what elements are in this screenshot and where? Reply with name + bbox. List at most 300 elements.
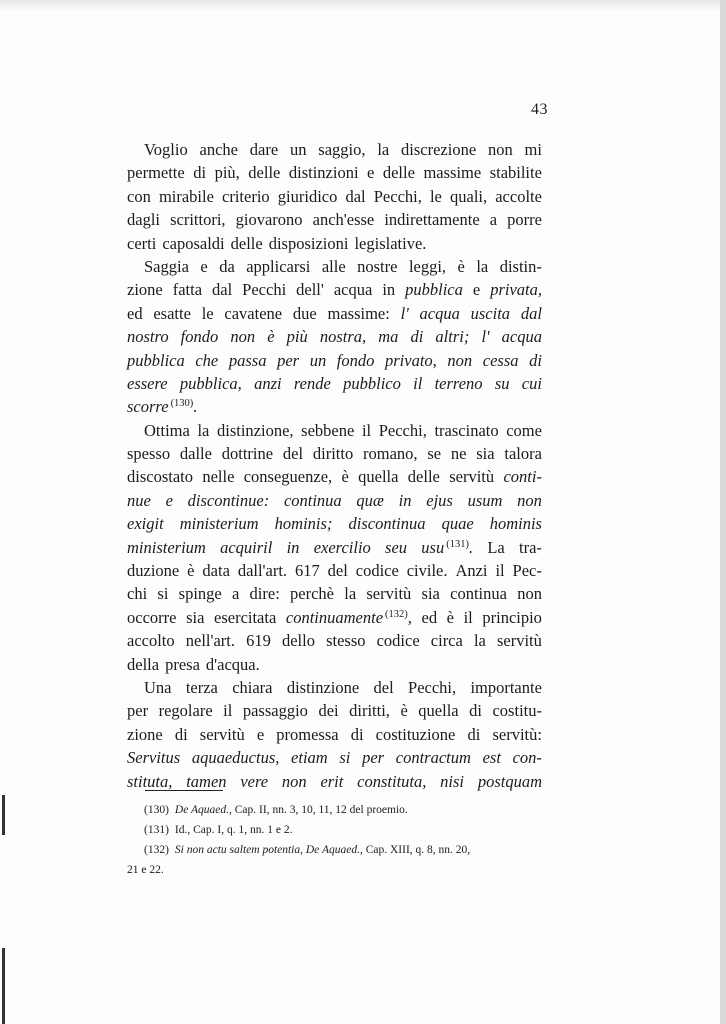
word xyxy=(222,442,273,465)
word-text: pubblica xyxy=(127,350,185,370)
word-text: accolte xyxy=(495,186,542,206)
word-text: sia xyxy=(476,444,495,464)
word xyxy=(426,489,453,512)
word-text: e xyxy=(256,724,265,744)
word-text: non xyxy=(230,327,256,347)
text-line xyxy=(127,419,542,442)
page-number: 43 xyxy=(531,101,548,118)
word-text: contractum xyxy=(395,748,471,768)
word xyxy=(290,138,307,161)
text-line xyxy=(127,138,542,161)
word-text: indirettamente xyxy=(384,210,480,230)
word xyxy=(478,770,542,793)
word-text: servitù xyxy=(366,584,412,604)
footnote xyxy=(127,820,542,840)
word xyxy=(186,629,235,652)
word-text: nelle xyxy=(202,467,235,487)
word-text: se xyxy=(427,444,442,464)
word xyxy=(490,208,497,231)
footnote xyxy=(127,800,542,820)
word-text: ministerium xyxy=(179,514,259,534)
word xyxy=(488,138,513,161)
word xyxy=(356,559,399,582)
word xyxy=(495,372,510,395)
word xyxy=(517,489,542,512)
punctuation: , xyxy=(407,607,412,627)
word xyxy=(127,185,151,208)
word xyxy=(186,676,218,699)
word xyxy=(401,302,409,325)
word xyxy=(293,302,317,325)
word-text: postquam xyxy=(477,771,542,791)
word-text: come xyxy=(506,420,542,440)
word xyxy=(422,606,438,629)
word-text: si xyxy=(157,584,169,604)
word-text: exercilio xyxy=(313,537,371,557)
word xyxy=(374,676,394,699)
word-text: 617 xyxy=(294,561,320,581)
word-text: anch'esse xyxy=(312,210,375,230)
word-text: nostro xyxy=(127,327,169,347)
word xyxy=(450,185,487,208)
word-text: è xyxy=(267,327,275,347)
word xyxy=(175,723,188,746)
footnote-ref: (131) xyxy=(144,824,169,836)
word xyxy=(450,582,507,605)
word xyxy=(144,255,189,278)
word-text: pubblica, xyxy=(179,373,242,393)
word xyxy=(525,138,542,161)
word xyxy=(348,512,425,535)
word xyxy=(474,629,486,652)
text-line xyxy=(127,676,542,699)
word-text: le xyxy=(429,186,442,206)
word xyxy=(223,699,232,722)
word xyxy=(314,536,371,559)
word xyxy=(165,653,200,676)
text-line xyxy=(127,161,542,184)
word xyxy=(295,559,320,582)
text-line xyxy=(127,278,542,301)
word xyxy=(343,372,401,395)
word xyxy=(229,349,267,372)
word-text: dal xyxy=(212,280,233,300)
word xyxy=(127,349,185,372)
word xyxy=(157,582,168,605)
word xyxy=(296,278,324,301)
word-text: è xyxy=(187,561,195,581)
word xyxy=(269,232,349,255)
word xyxy=(349,699,390,722)
word-text: costitu- xyxy=(492,701,542,721)
word-text: stituta, xyxy=(127,771,173,791)
word-text: il xyxy=(361,420,372,440)
word xyxy=(219,255,235,278)
word xyxy=(186,606,204,629)
word xyxy=(195,349,218,372)
text-line xyxy=(127,653,542,676)
word-text: civile. xyxy=(406,561,448,581)
word xyxy=(492,699,542,722)
word-text: passaggio xyxy=(242,701,308,721)
word-text: dell' xyxy=(296,280,324,300)
word-text: perchè xyxy=(290,584,334,604)
footnote-marker[interactable]: (130) xyxy=(170,398,194,410)
word-text: altri; xyxy=(435,327,470,347)
word-text: cui xyxy=(521,373,542,393)
word-text: applicarsi xyxy=(246,256,311,276)
word-text: alle xyxy=(321,256,346,276)
word-text: terza xyxy=(185,677,218,697)
word xyxy=(254,372,282,395)
word xyxy=(159,699,213,722)
word-text: che xyxy=(195,350,219,370)
footnote xyxy=(127,860,542,880)
word-text: delle xyxy=(230,233,263,253)
footnote-rule xyxy=(145,790,223,791)
word-text: ma xyxy=(378,327,399,347)
word-text: stabilite xyxy=(489,163,542,183)
word xyxy=(320,770,343,793)
word xyxy=(468,489,503,512)
word-text: più, xyxy=(214,163,240,183)
word-text: disposizioni xyxy=(268,233,349,253)
word xyxy=(357,255,397,278)
word xyxy=(291,746,328,769)
word-text: 619 xyxy=(246,631,271,651)
word-text: esatte xyxy=(153,303,191,323)
word xyxy=(162,232,224,255)
word-text: l' xyxy=(481,327,490,347)
word-text: Una xyxy=(144,677,172,697)
text-line xyxy=(127,629,542,652)
word-text: delle xyxy=(248,163,281,183)
word-text: ejus xyxy=(426,490,453,510)
word-text: distinzioni xyxy=(288,163,359,183)
word-text: nostra, xyxy=(319,327,367,347)
word xyxy=(127,746,180,769)
word xyxy=(287,536,300,559)
word-text: le xyxy=(201,303,214,323)
word-text: servitù: xyxy=(492,724,542,744)
punctuation: . xyxy=(193,397,198,417)
punctuation: . xyxy=(468,537,474,557)
word xyxy=(513,559,542,582)
word-text: anzi xyxy=(254,373,282,393)
word-text: spinge xyxy=(178,584,222,604)
word-text: è xyxy=(457,256,465,276)
word-text: del xyxy=(373,677,394,697)
word-text: erit xyxy=(320,771,344,791)
word-text: massime: xyxy=(327,303,390,323)
word-text: conti- xyxy=(503,467,542,487)
word-text: Pecchi, xyxy=(373,186,422,206)
word-text: continua xyxy=(283,490,342,510)
word xyxy=(301,419,354,442)
word-text: diritti, xyxy=(349,701,390,721)
word xyxy=(470,676,541,699)
word xyxy=(127,559,179,582)
word xyxy=(379,419,427,442)
word-text: zione xyxy=(127,724,163,744)
footnote-marker[interactable]: (132) xyxy=(385,608,408,620)
word xyxy=(328,302,390,325)
word-text: privato, xyxy=(385,350,437,370)
word-text: non xyxy=(517,584,542,604)
text-line xyxy=(127,699,542,722)
word xyxy=(127,278,163,301)
word-text: massime xyxy=(423,163,482,183)
word xyxy=(284,489,342,512)
word-text: non xyxy=(447,350,473,370)
word xyxy=(192,746,280,769)
word xyxy=(447,349,472,372)
word-text: dal xyxy=(520,303,542,323)
word-text: mirabile xyxy=(158,186,214,206)
word xyxy=(458,255,465,278)
word xyxy=(217,419,294,442)
word xyxy=(276,723,338,746)
word xyxy=(197,419,209,442)
word xyxy=(378,325,398,348)
word xyxy=(354,232,426,255)
word-text: diritto xyxy=(312,444,354,464)
word-text: saggio, xyxy=(318,140,366,159)
word xyxy=(507,208,542,231)
word xyxy=(513,746,542,769)
word xyxy=(374,185,422,208)
word-text: discontinua xyxy=(348,514,426,534)
word xyxy=(180,512,259,535)
word-text: fondo xyxy=(180,327,219,347)
footnote-ref: (132) xyxy=(144,844,169,856)
text-line xyxy=(127,536,542,559)
word-text: fondo xyxy=(336,350,375,370)
word xyxy=(435,325,469,348)
word-text: dare xyxy=(249,140,279,159)
word-text: dalle xyxy=(179,444,212,464)
word xyxy=(362,746,384,769)
word-text: usu xyxy=(421,537,445,557)
word-text: servitù xyxy=(496,631,542,651)
word xyxy=(435,372,483,395)
word xyxy=(200,138,238,161)
scan-mark-left xyxy=(2,795,5,835)
word-text: pubblica xyxy=(405,280,463,300)
word-text: per xyxy=(362,748,385,768)
word xyxy=(202,302,214,325)
word xyxy=(455,559,487,582)
word-text: chi xyxy=(127,584,148,604)
word-text: per xyxy=(127,701,149,721)
word xyxy=(409,255,446,278)
word-text: ne xyxy=(450,444,467,464)
word-text: Pecchi xyxy=(242,280,287,300)
word-text: dottrine xyxy=(221,444,274,464)
word-text: passa xyxy=(228,350,267,370)
word xyxy=(385,536,407,559)
word xyxy=(166,489,173,512)
word xyxy=(290,582,334,605)
word xyxy=(202,465,234,488)
word xyxy=(289,161,359,184)
text-line xyxy=(127,512,542,535)
word-text: romano, xyxy=(363,444,418,464)
word xyxy=(127,512,164,535)
word-text: ed xyxy=(421,607,438,627)
word xyxy=(383,161,415,184)
word-text: legislative. xyxy=(354,233,427,253)
word-text: fatta xyxy=(172,280,203,300)
word-text: occorre xyxy=(127,607,177,627)
word xyxy=(362,419,371,442)
word xyxy=(246,629,271,652)
word-text: continuamente xyxy=(285,607,384,627)
word-text: mi xyxy=(524,140,542,159)
footnote-text: Id., Cap. I, q. 1, nn. 1 e 2. xyxy=(174,824,293,836)
word xyxy=(345,185,365,208)
word xyxy=(278,185,338,208)
word xyxy=(401,138,476,161)
word-text: anche xyxy=(199,140,238,159)
word xyxy=(287,325,308,348)
word-text: acqua xyxy=(419,303,460,323)
word-text: per xyxy=(277,350,300,370)
word xyxy=(127,232,156,255)
word-text: nell'art. xyxy=(185,631,235,651)
word-text: la xyxy=(344,584,357,604)
word xyxy=(322,255,346,278)
text-line xyxy=(127,559,542,582)
word xyxy=(481,325,489,348)
word-text: rende xyxy=(293,373,331,393)
word-text: pubblico xyxy=(343,373,401,393)
word xyxy=(193,161,206,184)
word xyxy=(248,161,280,184)
text-line xyxy=(127,746,542,769)
word xyxy=(220,536,272,559)
word-text: delle xyxy=(382,163,415,183)
word xyxy=(250,582,280,605)
word xyxy=(413,372,422,395)
word-text: dall'art. xyxy=(237,561,288,581)
word-text: di xyxy=(469,701,482,721)
text-line xyxy=(127,606,542,629)
word xyxy=(127,372,168,395)
word xyxy=(502,325,542,348)
word-text: servitù xyxy=(449,467,495,487)
body-text xyxy=(127,138,542,793)
word-text: sia xyxy=(421,584,440,604)
scan-edge-right xyxy=(720,0,726,1024)
word-text: di xyxy=(410,327,424,347)
word xyxy=(222,185,270,208)
word-text: giuridico xyxy=(277,186,338,206)
word-text: vere xyxy=(240,771,269,791)
word-text: Pec- xyxy=(512,561,542,581)
word xyxy=(408,465,440,488)
word-text: uscita xyxy=(470,303,511,323)
word-text: e xyxy=(472,280,481,300)
word xyxy=(180,442,212,465)
word-text: criterio xyxy=(222,186,270,206)
word-text: duzione xyxy=(127,561,180,581)
word-text: codice xyxy=(376,631,420,651)
word-text: leggi, xyxy=(408,256,447,276)
footnote-marker[interactable]: (131) xyxy=(446,538,469,550)
footnote-text: , Cap. XIII, q. 8, nn. 20, xyxy=(359,844,471,856)
word-text: esercitata xyxy=(214,607,277,627)
word-text: distinzione, xyxy=(217,420,294,440)
word-text: in xyxy=(398,490,412,510)
word-text: di xyxy=(350,724,364,744)
word-text: quali, xyxy=(450,186,488,206)
word-text: constituta, xyxy=(357,771,427,791)
word xyxy=(230,325,255,348)
footnotes xyxy=(127,800,542,880)
word-text: del xyxy=(282,444,304,464)
word-text: la xyxy=(473,631,486,651)
word xyxy=(206,653,260,676)
word xyxy=(313,208,375,231)
word-text: discrezione xyxy=(401,140,477,159)
footnote-ref: (130) xyxy=(144,804,169,816)
word-text: aquaeductus, xyxy=(191,748,280,768)
word xyxy=(495,559,504,582)
word xyxy=(431,629,463,652)
word-text: importante xyxy=(470,677,542,697)
word xyxy=(127,606,176,629)
word xyxy=(287,676,359,699)
word xyxy=(170,208,225,231)
word xyxy=(318,699,338,722)
word xyxy=(246,255,310,278)
word xyxy=(144,138,188,161)
word-text: dire: xyxy=(249,584,280,604)
footnote-text: , Cap. II, nn. 3, 10, 11, 12 del proemio. xyxy=(229,804,408,816)
word xyxy=(358,465,398,488)
word-text: La xyxy=(487,537,505,557)
text-line xyxy=(127,582,542,605)
word-text: in xyxy=(382,280,396,300)
word-text: circa xyxy=(430,631,463,651)
word-text: Servitus xyxy=(127,748,181,768)
word xyxy=(127,536,206,559)
word xyxy=(127,161,185,184)
word-text: il xyxy=(495,561,505,581)
word xyxy=(341,465,348,488)
word xyxy=(127,465,193,488)
word xyxy=(400,699,407,722)
word-text: quella xyxy=(358,467,399,487)
word-text: quella xyxy=(418,701,459,721)
word-text: regolare xyxy=(158,701,213,721)
word-text: accolto xyxy=(127,631,175,651)
word xyxy=(376,723,456,746)
word xyxy=(408,676,456,699)
word xyxy=(476,255,488,278)
word-text: di xyxy=(467,724,481,744)
word xyxy=(366,582,411,605)
word-text: d'acqua. xyxy=(205,654,260,674)
word xyxy=(242,278,286,301)
word xyxy=(367,161,374,184)
word-text: hominis xyxy=(489,514,542,534)
word xyxy=(200,723,245,746)
word xyxy=(127,325,169,348)
word xyxy=(427,442,441,465)
word-text: terreno xyxy=(434,373,483,393)
